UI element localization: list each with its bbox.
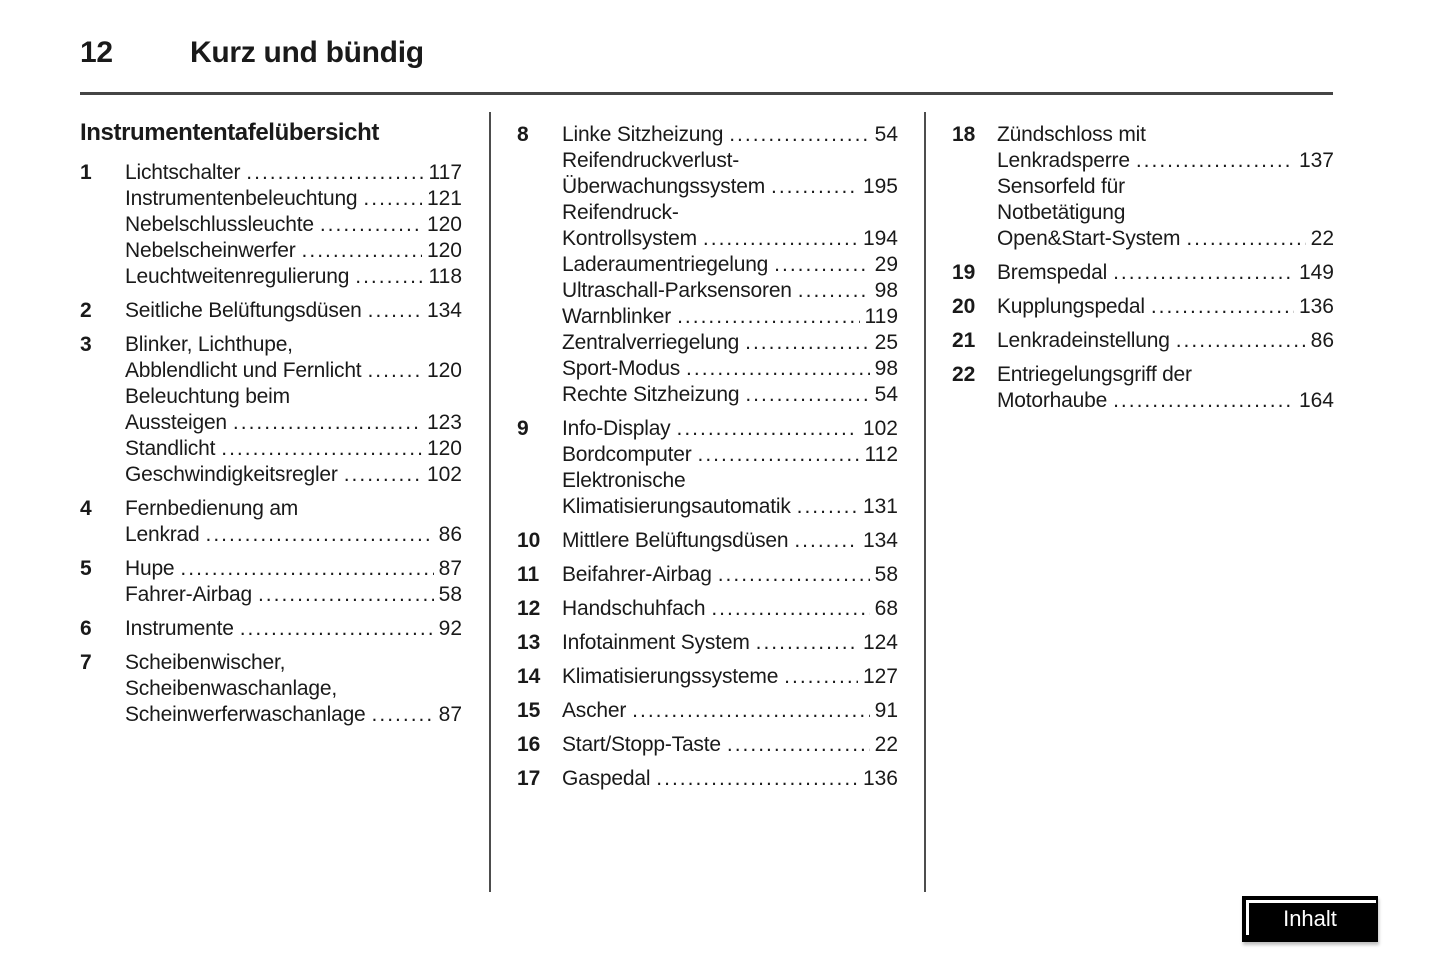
entry-line-label: Open&Start-System	[997, 227, 1181, 250]
entry-line	[562, 562, 898, 588]
entry-line-label: Fernbedienung am	[125, 497, 299, 520]
entry-line	[562, 174, 898, 200]
entry-number: 13	[517, 631, 541, 654]
entry-line-label: Bremspedal	[997, 261, 1108, 284]
entry-page-number: 118	[428, 265, 462, 288]
entry-number: 3	[80, 333, 92, 356]
entry-line	[997, 388, 1334, 414]
dot-leader	[703, 226, 858, 252]
toc-item	[952, 294, 1334, 320]
entry-number: 19	[952, 261, 976, 284]
entry-page-number: 137	[1298, 149, 1334, 172]
dot-leader	[363, 186, 422, 212]
entry-line	[997, 362, 1334, 388]
entry-lines	[125, 496, 462, 548]
entry-line-label: Handschuhfach	[562, 597, 706, 620]
entry-line-label: Geschwindigkeitsregler	[125, 463, 338, 486]
entry-number: 11	[517, 563, 540, 586]
entry-page-number: 87	[438, 557, 462, 580]
entry-lines	[997, 122, 1334, 252]
dot-leader	[1113, 388, 1294, 414]
dot-leader	[771, 174, 858, 200]
entry-line	[562, 252, 898, 278]
entry-line-label: Hupe	[125, 557, 175, 580]
entry-line	[997, 148, 1334, 174]
entry-line-label: Überwachungssystem	[562, 175, 765, 198]
entry-line	[997, 122, 1334, 148]
toc-item	[80, 556, 462, 608]
entry-line-label: Scheinwerferwaschanlage	[125, 703, 366, 726]
entry-number: 18	[952, 123, 976, 146]
entry-page-number: 127	[862, 665, 898, 688]
entry-line-label: Klimatisierungsautomatik	[562, 495, 791, 518]
dot-leader	[727, 732, 870, 758]
entry-line-label: Zündschloss mit	[997, 123, 1146, 146]
entry-line-label: Aussteigen	[125, 411, 227, 434]
entry-line	[125, 298, 462, 324]
entry-line-label: Reifendruck-	[562, 201, 679, 224]
dot-leader	[180, 556, 433, 582]
entry-number: 1	[80, 161, 92, 184]
toc-entries-3	[952, 122, 1334, 414]
entry-page-number: 149	[1298, 261, 1334, 284]
dot-leader	[797, 494, 858, 520]
entry-line	[125, 384, 462, 410]
dot-leader	[246, 160, 423, 186]
entry-line-label: Lenkrad	[125, 523, 200, 546]
toc-item	[952, 122, 1334, 252]
entry-lines	[562, 122, 898, 408]
entry-line	[125, 522, 462, 548]
entry-line	[562, 382, 898, 408]
dot-leader	[372, 702, 434, 728]
toc-item	[80, 332, 462, 488]
entry-line-label: Fahrer-Airbag	[125, 583, 252, 606]
entry-number: 4	[80, 497, 92, 520]
toc-item	[517, 562, 898, 588]
inhalt-button-label: Inhalt	[1283, 906, 1337, 931]
entry-line-label: Motorhaube	[997, 389, 1108, 412]
entry-number: 2	[80, 299, 92, 322]
toc-item	[952, 260, 1334, 286]
toc-item	[80, 650, 462, 728]
entry-page-number: 119	[864, 305, 898, 328]
entry-page-number: 164	[1298, 389, 1334, 412]
entry-line-label: Gaspedal	[562, 767, 651, 790]
entry-line	[562, 416, 898, 442]
entry-line	[125, 616, 462, 642]
entry-line-label: Nebelscheinwerfer	[125, 239, 296, 262]
dot-leader	[784, 664, 858, 690]
entry-line	[125, 358, 462, 384]
entry-line	[562, 698, 898, 724]
entry-line-label: Kontrollsystem	[562, 227, 697, 250]
entry-line-label: Linke Sitzheizung	[562, 123, 724, 146]
entry-page-number: 54	[874, 383, 898, 406]
toc-item	[80, 616, 462, 642]
entry-page-number: 92	[438, 617, 462, 640]
dot-leader	[698, 442, 860, 468]
entry-page-number: 91	[874, 699, 898, 722]
dot-leader	[1176, 328, 1306, 354]
entry-page-number: 195	[862, 175, 898, 198]
entry-page-number: 123	[426, 411, 462, 434]
dot-leader	[240, 616, 434, 642]
entry-page-number: 124	[862, 631, 898, 654]
toc-item	[517, 528, 898, 554]
entry-line-label: Kupplungspedal	[997, 295, 1145, 318]
entry-line	[997, 260, 1334, 286]
entry-line	[997, 328, 1334, 354]
entry-line	[125, 582, 462, 608]
entry-line	[562, 330, 898, 356]
entry-line	[562, 630, 898, 656]
entry-line	[125, 186, 462, 212]
dot-leader	[367, 358, 422, 384]
toc-item	[80, 298, 462, 324]
entry-line	[562, 356, 898, 382]
entry-line-label: Instrumente	[125, 617, 234, 640]
toc-item	[952, 328, 1334, 354]
entry-number: 22	[952, 363, 976, 386]
chapter-title: Kurz und bündig	[190, 36, 424, 69]
entry-page-number: 117	[428, 161, 462, 184]
entry-lines	[562, 630, 898, 656]
entry-line-label: Zentralverriegelung	[562, 331, 740, 354]
entry-lines	[125, 616, 462, 642]
entry-line	[562, 200, 898, 226]
entry-page-number: 102	[426, 463, 462, 486]
header-rule	[80, 92, 1333, 95]
entry-number: 10	[517, 529, 541, 552]
entry-lines	[562, 528, 898, 554]
entry-lines	[562, 416, 898, 520]
entry-line	[562, 732, 898, 758]
toc-item	[952, 362, 1334, 414]
entry-number: 20	[952, 295, 976, 318]
entry-line	[125, 160, 462, 186]
entry-page-number: 136	[862, 767, 898, 790]
entry-lines	[125, 650, 462, 728]
dot-leader	[656, 766, 858, 792]
entry-lines	[562, 664, 898, 690]
entry-line	[562, 528, 898, 554]
entry-page-number: 98	[874, 357, 898, 380]
entry-line	[125, 650, 462, 676]
entry-page-number: 112	[864, 443, 898, 466]
entry-line	[562, 664, 898, 690]
entry-page-number: 194	[862, 227, 898, 250]
entry-number: 8	[517, 123, 529, 146]
entry-lines	[562, 562, 898, 588]
entry-lines	[997, 294, 1334, 320]
toc-item	[80, 160, 462, 290]
entry-lines	[562, 698, 898, 724]
dot-leader	[798, 278, 870, 304]
entry-lines	[562, 596, 898, 622]
entry-line	[562, 494, 898, 520]
dot-leader	[774, 252, 869, 278]
section-title: Instrumententafelübersicht	[80, 119, 379, 146]
entry-line-label: Reifendruckverlust-	[562, 149, 740, 172]
entry-page-number: 120	[426, 213, 462, 236]
entry-line	[125, 238, 462, 264]
entry-line	[562, 148, 898, 174]
entry-lines	[997, 260, 1334, 286]
entry-line-label: Laderaumentriegelung	[562, 253, 769, 276]
entry-line	[125, 410, 462, 436]
entry-line-label: Bordcomputer	[562, 443, 692, 466]
entry-page-number: 68	[874, 597, 898, 620]
entry-line-label: Ultraschall-Parksensoren	[562, 279, 792, 302]
toc-column-1	[80, 118, 462, 736]
toc-item	[517, 766, 898, 792]
entry-line	[562, 442, 898, 468]
entry-number: 9	[517, 417, 529, 440]
toc-item	[517, 664, 898, 690]
entry-page-number: 120	[426, 437, 462, 460]
entry-number: 7	[80, 651, 92, 674]
entry-line-label: Seitliche Belüftungsdüsen	[125, 299, 362, 322]
entry-line-label: Standlicht	[125, 437, 216, 460]
entry-page-number: 58	[438, 583, 462, 606]
entry-line	[125, 496, 462, 522]
dot-leader	[745, 330, 870, 356]
entry-line	[997, 174, 1334, 200]
entry-page-number: 102	[862, 417, 898, 440]
entry-line	[562, 304, 898, 330]
dot-leader	[729, 122, 869, 148]
column-divider-2	[924, 112, 926, 892]
entry-line	[997, 226, 1334, 252]
entry-page-number: 134	[862, 529, 898, 552]
dot-leader	[1151, 294, 1294, 320]
entry-lines	[997, 362, 1334, 414]
entry-line-label: Sport-Modus	[562, 357, 681, 380]
entry-page-number: 98	[874, 279, 898, 302]
entry-line	[125, 332, 462, 358]
entry-line	[125, 676, 462, 702]
entry-line-label: Lichtschalter	[125, 161, 241, 184]
dot-leader	[686, 356, 870, 382]
entry-page-number: 87	[438, 703, 462, 726]
entry-line-label: Infotainment System	[562, 631, 750, 654]
entry-lines	[125, 332, 462, 488]
entry-line-label: Scheibenwaschanlage,	[125, 677, 337, 700]
entry-line-label: Info-Display	[562, 417, 671, 440]
entry-line	[562, 596, 898, 622]
dot-leader	[632, 698, 869, 724]
entry-line	[125, 264, 462, 290]
entry-lines	[125, 556, 462, 608]
entry-line-label: Mittlere Belüftungsdüsen	[562, 529, 789, 552]
toc-item	[517, 416, 898, 520]
entry-line-label: Warnblinker	[562, 305, 672, 328]
entry-line-label: Instrumentenbeleuchtung	[125, 187, 358, 210]
entry-lines	[562, 766, 898, 792]
toc-column-2	[517, 118, 898, 800]
toc-entries-1	[80, 160, 462, 728]
dot-leader	[233, 410, 422, 436]
dot-leader	[355, 264, 423, 290]
dot-leader	[676, 416, 857, 442]
entry-line	[125, 462, 462, 488]
toc-item	[517, 732, 898, 758]
entry-page-number: 134	[426, 299, 462, 322]
entry-line	[997, 200, 1334, 226]
entry-number: 17	[517, 767, 541, 790]
toc-column-3	[952, 118, 1334, 422]
entry-page-number: 120	[426, 239, 462, 262]
inhalt-button[interactable]	[1242, 896, 1378, 942]
entry-line-label: Ascher	[562, 699, 627, 722]
entry-page-number: 86	[1310, 329, 1334, 352]
dot-leader	[711, 596, 869, 622]
entry-number: 15	[517, 699, 541, 722]
toc-item	[517, 122, 898, 408]
column-divider-1	[489, 112, 491, 892]
entry-lines	[125, 160, 462, 290]
entry-line-label: Beifahrer-Airbag	[562, 563, 712, 586]
entry-line-label: Beleuchtung beim	[125, 385, 290, 408]
dot-leader	[344, 462, 422, 488]
entry-line-label: Leuchtweitenregulierung	[125, 265, 350, 288]
entry-line-label: Notbetätigung	[997, 201, 1126, 224]
toc-item	[517, 630, 898, 656]
entry-line-label: Elektronische	[562, 469, 686, 492]
toc-item	[517, 596, 898, 622]
entry-page-number: 86	[438, 523, 462, 546]
dot-leader	[1136, 148, 1294, 174]
toc-item	[80, 496, 462, 548]
dot-leader	[302, 238, 422, 264]
entry-line-label: Nebelschlussleuchte	[125, 213, 314, 236]
dot-leader	[258, 582, 434, 608]
dot-leader	[756, 630, 858, 656]
entry-line	[125, 436, 462, 462]
entry-line	[562, 468, 898, 494]
entry-number: 12	[517, 597, 541, 620]
entry-line-label: Entriegelungsgriff der	[997, 363, 1192, 386]
entry-number: 21	[952, 329, 976, 352]
entry-lines	[125, 298, 462, 324]
entry-line	[125, 556, 462, 582]
entry-line-label: Scheibenwischer,	[125, 651, 286, 674]
entry-line	[562, 122, 898, 148]
dot-leader	[1186, 226, 1305, 252]
page-number: 12	[80, 36, 113, 69]
entry-number: 5	[80, 557, 92, 580]
entry-page-number: 131	[862, 495, 898, 518]
entry-page-number: 120	[426, 359, 462, 382]
entry-line	[562, 766, 898, 792]
dot-leader	[221, 436, 422, 462]
dot-leader	[718, 562, 870, 588]
entry-line-label: Start/Stopp-Taste	[562, 733, 721, 756]
toc-entries-2	[517, 122, 898, 792]
dot-leader	[1113, 260, 1294, 286]
entry-line-label: Lenkradeinstellung	[997, 329, 1170, 352]
entry-line-label: Sensorfeld für	[997, 175, 1125, 198]
entry-line-label: Lenkradsperre	[997, 149, 1130, 172]
entry-page-number: 22	[874, 733, 898, 756]
entry-lines	[997, 328, 1334, 354]
entry-line	[562, 226, 898, 252]
entry-line	[125, 702, 462, 728]
entry-line	[125, 212, 462, 238]
entry-number: 6	[80, 617, 92, 640]
entry-lines	[562, 732, 898, 758]
toc-item	[517, 698, 898, 724]
entry-line-label: Rechte Sitzheizung	[562, 383, 740, 406]
dot-leader	[368, 298, 422, 324]
entry-page-number: 25	[874, 331, 898, 354]
entry-page-number: 54	[874, 123, 898, 146]
dot-leader	[745, 382, 869, 408]
entry-number: 14	[517, 665, 541, 688]
dot-leader	[677, 304, 859, 330]
entry-line	[562, 278, 898, 304]
entry-line	[997, 294, 1334, 320]
dot-leader	[320, 212, 422, 238]
entry-line-label: Blinker, Lichthupe,	[125, 333, 293, 356]
entry-line-label: Abblendlicht und Fernlicht	[125, 359, 362, 382]
entry-number: 16	[517, 733, 541, 756]
entry-page-number: 22	[1310, 227, 1334, 250]
entry-line-label: Klimatisierungssysteme	[562, 665, 779, 688]
entry-page-number: 121	[426, 187, 462, 210]
entry-page-number: 58	[874, 563, 898, 586]
entry-page-number: 136	[1298, 295, 1334, 318]
entry-page-number: 29	[874, 253, 898, 276]
dot-leader	[206, 522, 434, 548]
dot-leader	[794, 528, 858, 554]
